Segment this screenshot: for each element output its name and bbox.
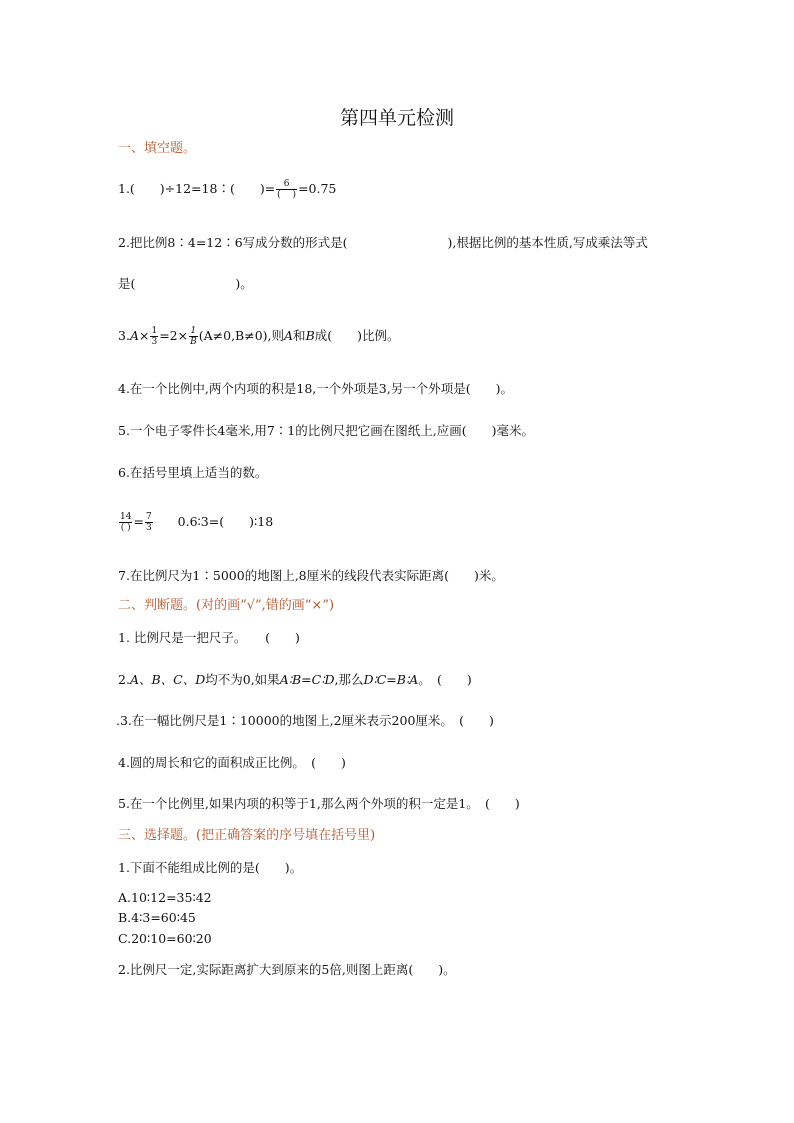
q1-3-times: ×	[138, 328, 150, 343]
option-a: A.10∶12=35∶42	[118, 890, 212, 905]
question-1-7: 7.在比例尺为1∶5000的地图上,8厘米的线段代表实际距离( )米。	[118, 568, 504, 583]
q2-2-eq1: A∶B=C∶D	[279, 672, 335, 687]
q1-3-and: 和	[293, 328, 306, 343]
question-3-1: 1.下面不能组成比例的是( )。	[118, 860, 303, 875]
question-1-3	[118, 326, 400, 347]
option-b: B.4∶3=60∶45	[118, 910, 196, 925]
q1-6-f2-num: 7	[145, 512, 152, 522]
question-1-6: 6.在括号里填上适当的数。	[118, 465, 268, 480]
q1-6-f1-den: ( )	[120, 523, 131, 533]
question-1-1	[118, 179, 336, 200]
question-2-4: 4.圆的周长和它的面积成正比例。 ( )	[118, 755, 346, 770]
q2-2-tail: 。 ( )	[418, 672, 472, 687]
section-heading-multiple-choice: 三、选择题。(把正确答案的序号填在括号里)	[118, 828, 376, 843]
question-2-5: 5.在一个比例里,如果内项的积等于1,那么两个外项的积一定是1。 ( )	[118, 796, 520, 811]
q1-3-condition: (A≠0,B≠0),则	[198, 328, 285, 343]
q1-6-eq: =	[133, 514, 144, 529]
q1-6-item-2: 0.6∶3=( )∶18	[177, 514, 274, 529]
q1-3-eq: =2	[159, 328, 178, 343]
q1-3-f1-num: 1	[151, 326, 158, 336]
option-c: C.20∶10=60∶20	[118, 931, 212, 946]
q1-3-times-2: ×	[177, 328, 189, 343]
q2-2-mid2: ,那么	[334, 672, 364, 687]
q1-3-fraction-2	[189, 326, 198, 347]
question-2-2	[118, 672, 472, 688]
q2-2-vars: A、B、C、D	[129, 672, 206, 687]
question-2-3: .3.在一幅比例尺是1∶10000的地图上,2厘米表示200厘米。 ( )	[116, 713, 494, 728]
q1-6-f2-den: 3	[145, 523, 152, 533]
q1-6-fraction-1	[119, 512, 132, 533]
q1-3-fraction-1	[150, 326, 158, 347]
q1-3-var-a-2: A	[284, 328, 294, 343]
question-2-1: 1. 比例尺是一把尺子。 ( )	[118, 630, 300, 645]
section-heading-true-false: 二、判断题。(对的画“√”,错的画“×”)	[118, 598, 335, 613]
question-3-2: 2.比例尺一定,实际距离扩大到原来的5倍,则图上距离( )。	[118, 962, 456, 977]
page-title: 第四单元检测	[339, 107, 454, 129]
q1-3-lead: 3.	[118, 328, 130, 343]
q2-2-eq2: D∶C=B∶A	[363, 672, 419, 687]
question-1-6-items	[118, 512, 273, 533]
q1-3-tail: 成( )比例。	[314, 328, 400, 343]
question-1-2-line2: 是( )。	[118, 276, 253, 291]
q2-2-mid: 均不为0,如果	[205, 672, 280, 687]
q1-3-f1-den: 3	[151, 337, 158, 347]
q1-3-var-b: B	[305, 328, 315, 343]
q1-3-f2-num: 1	[190, 326, 197, 336]
q1-6-f1-num: 14	[120, 512, 132, 522]
question-1-5: 5.一个电子零件长4毫米,用7∶1的比例尺把它画在图纸上,应画( )毫米。	[118, 423, 534, 438]
q2-2-lead: 2.	[118, 672, 130, 687]
q1-1-lead: 1.( )÷12=18∶( )=	[118, 181, 276, 196]
q1-1-frac-den: ( )	[277, 190, 297, 200]
q1-3-f2-den: B	[190, 337, 197, 347]
section-heading-fill-in: 一、填空题。	[118, 141, 197, 156]
q1-6-fraction-2	[145, 512, 153, 533]
question-1-2-line1: 2.把比例8∶4=12∶6写成分数的形式是( ),根据比例的基本性质,写成乘法等式	[118, 235, 648, 250]
q1-1-tail: =0.75	[298, 181, 337, 196]
q1-1-fraction	[276, 179, 297, 200]
q1-3-var-a: A	[129, 328, 139, 343]
q1-1-frac-num: 6	[276, 179, 297, 190]
question-1-4: 4.在一个比例中,两个内项的积是18,一个外项是3,另一个外项是( )。	[118, 381, 513, 396]
